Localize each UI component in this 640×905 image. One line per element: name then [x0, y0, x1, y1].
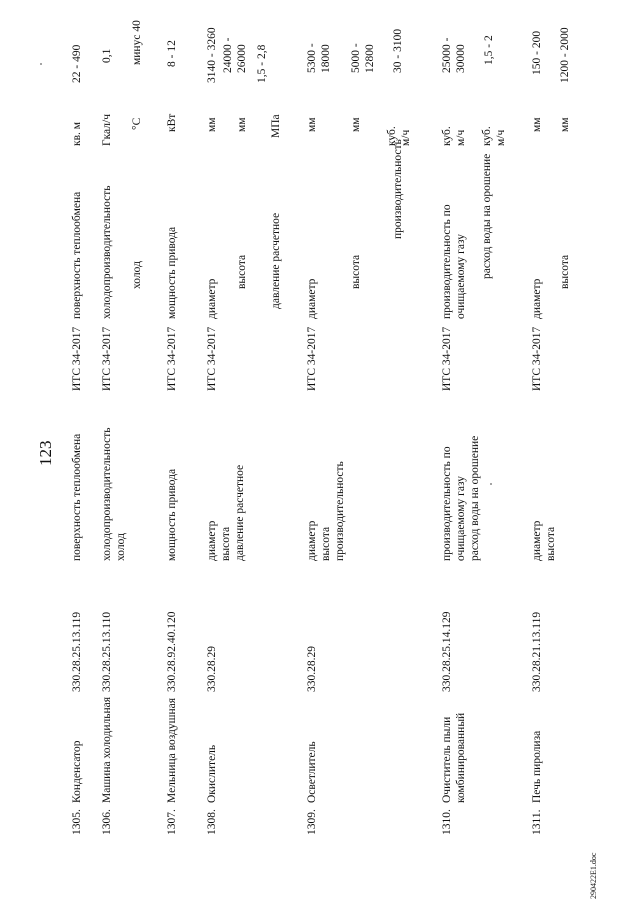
- equipment-code: 330.28.21.13.119: [531, 611, 543, 692]
- value: 5000 - 12800: [350, 43, 376, 73]
- characteristic: холодопроизводительность: [101, 185, 113, 319]
- itc-reference: ИТС 34-2017: [71, 326, 83, 391]
- unit: мм: [350, 117, 362, 132]
- parameter: высота: [220, 526, 232, 561]
- value: 8 - 12: [166, 40, 178, 67]
- parameter: диаметр: [531, 520, 543, 561]
- equipment-code: 330.28.25.13.119: [71, 611, 83, 692]
- table-row: [530, 15, 570, 835]
- table-row: [305, 15, 425, 835]
- table-row: [440, 15, 520, 835]
- row-number: 1311.: [531, 809, 543, 835]
- equipment-code: 330.28.92.40.120: [166, 611, 178, 692]
- parameter: производительность по очищаемому газу: [441, 446, 467, 561]
- itc-reference: ИТС 34-2017: [166, 326, 178, 391]
- equipment-code: 330.28.25.14.129: [441, 611, 453, 692]
- value: 1,5 - 2,8: [256, 44, 268, 83]
- parameter: высота: [545, 526, 557, 561]
- row-number: 1310.: [441, 809, 453, 835]
- unit: куб. м/ч: [481, 126, 507, 146]
- characteristic: производительность по очищаемому газу: [441, 204, 467, 319]
- speck: [40, 63, 42, 65]
- row-number: 1309.: [306, 809, 318, 835]
- characteristic: диаметр: [306, 278, 318, 319]
- equipment-name: Мельница воздушная: [166, 697, 178, 803]
- itc-reference: ИТС 34-2017: [101, 326, 113, 391]
- value: минус 40: [131, 20, 143, 65]
- characteristic: поверхность теплообмена: [71, 191, 83, 319]
- unit: мм: [206, 117, 218, 132]
- equipment-name: Осветлитель: [306, 741, 318, 803]
- parameter: поверхность теплообмена: [71, 433, 83, 561]
- equipment-name: Машина холодильная: [101, 696, 113, 803]
- table-row: [100, 15, 160, 835]
- parameter: диаметр: [306, 520, 318, 561]
- unit: Гкал/ч: [101, 114, 113, 146]
- equipment-name: Окислитель: [206, 744, 218, 803]
- parameter: давление расчетное: [234, 464, 246, 561]
- value: 5300 - 18000: [306, 43, 332, 73]
- value: 0,1: [101, 48, 113, 63]
- characteristic: высота: [559, 254, 571, 289]
- itc-reference: ИТС 34-2017: [306, 326, 318, 391]
- table-row: [70, 15, 100, 835]
- value: 150 - 200: [531, 30, 543, 75]
- parameter: мощность привода: [166, 468, 178, 561]
- unit: °С: [131, 117, 143, 130]
- value: 1,5 - 2: [483, 35, 495, 65]
- characteristic: высота: [236, 254, 248, 289]
- unit: кв. м: [71, 121, 83, 146]
- parameter: высота: [320, 526, 332, 561]
- row-number: 1305.: [71, 809, 83, 835]
- unit: кВт: [166, 113, 178, 132]
- value: 30 - 3100: [392, 28, 404, 73]
- equipment-name: Очиститель пыли комбинированный: [441, 712, 467, 803]
- parameter: производительность: [334, 461, 346, 561]
- parameter: холодопроизводительность: [101, 427, 113, 561]
- page-number: 123: [36, 440, 55, 466]
- characteristic: расход воды на орошение: [481, 153, 493, 279]
- table-row: [165, 15, 205, 835]
- itc-reference: ИТС 34-2017: [531, 326, 543, 391]
- equipment-code: 330.28.29: [206, 646, 218, 692]
- footer-filename: 290422E1.doc: [589, 852, 598, 899]
- unit: мм: [236, 117, 248, 132]
- unit: мм: [559, 117, 571, 132]
- unit: МПа: [270, 114, 282, 138]
- value: 24000 - 26000: [222, 37, 248, 73]
- equipment-name: Конденсатор: [71, 740, 83, 803]
- itc-reference: ИТС 34-2017: [206, 326, 218, 391]
- unit: куб. м/ч: [386, 126, 412, 146]
- row-number: 1307.: [166, 809, 178, 835]
- characteristic: мощность привода: [166, 226, 178, 319]
- characteristic: диаметр: [206, 278, 218, 319]
- parameter: диаметр: [206, 520, 218, 561]
- characteristic: холод: [131, 261, 143, 289]
- parameter: холод: [115, 533, 127, 561]
- parameter: расход воды на орошение: [469, 435, 481, 561]
- equipment-name: Печь пиролиза: [531, 730, 543, 803]
- value: 3140 - 3260: [206, 27, 218, 83]
- unit: мм: [531, 117, 543, 132]
- itc-reference: ИТС 34-2017: [441, 326, 453, 391]
- value: 1200 - 2000: [559, 27, 571, 83]
- characteristic: высота: [350, 254, 362, 289]
- equipment-code: 330.28.29: [306, 646, 318, 692]
- row-number: 1308.: [206, 809, 218, 835]
- characteristic: диаметр: [531, 278, 543, 319]
- value: 22 - 490: [71, 44, 83, 83]
- unit: мм: [306, 117, 318, 132]
- table-row: [205, 15, 285, 835]
- characteristic: давление расчетное: [270, 212, 282, 309]
- equipment-code: 330.28.25.13.110: [101, 611, 113, 692]
- unit: куб. м/ч: [441, 126, 467, 146]
- characteristic: производительность: [392, 139, 404, 239]
- row-number: 1306.: [101, 809, 113, 835]
- value: 25000 - 30000: [441, 37, 467, 73]
